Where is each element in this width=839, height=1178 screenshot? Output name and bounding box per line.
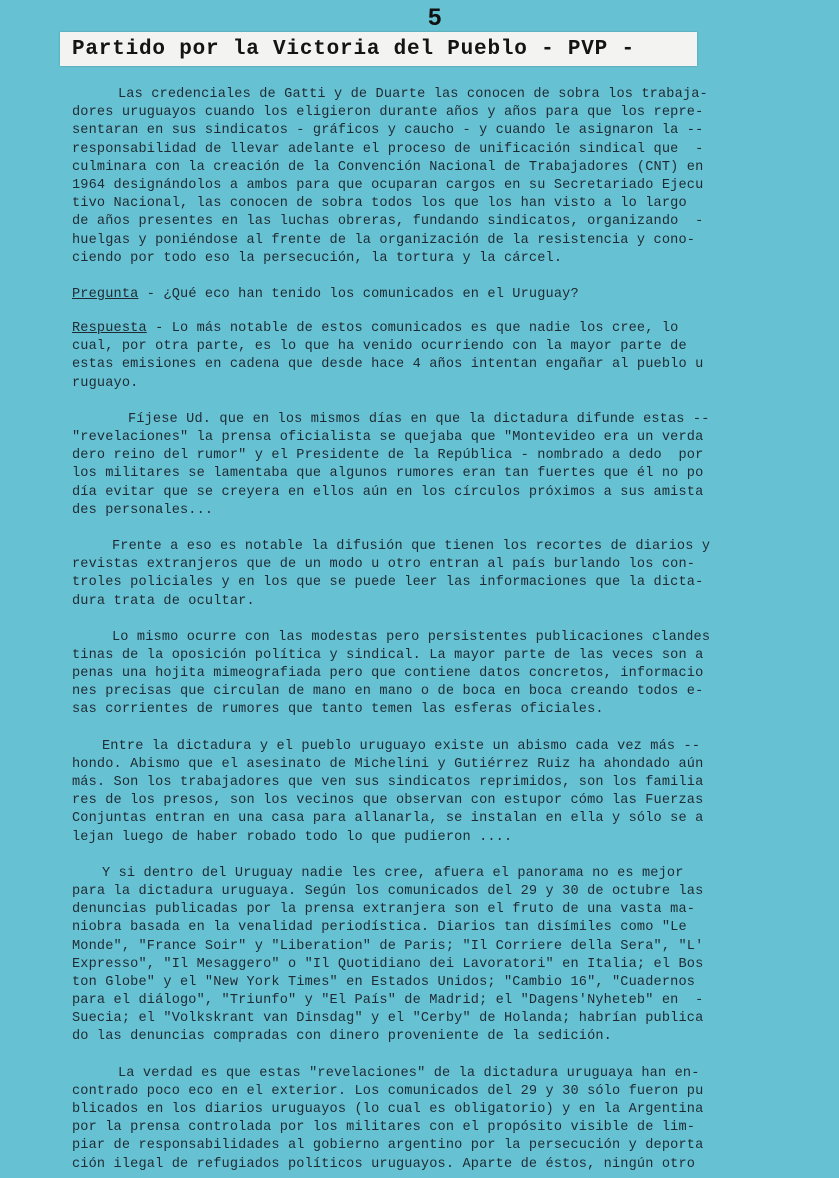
document-body bbox=[72, 86, 792, 1174]
paragraph-foreign-press bbox=[72, 865, 792, 1047]
text-line: ción ilegal de refugiados políticos uruguayos. Aparte de éstos, ningún otro bbox=[72, 1156, 696, 1172]
text-line: res de los presos, son los vecinos que observan con estupor cómo las Fuerzas bbox=[72, 793, 704, 809]
text-line: denuncias publicadas por la prensa extranjera son el fruto de una vasta ma- bbox=[72, 902, 696, 918]
text-line: Lo mismo ocurre con las modestas pero persistentes publicaciones clandes bbox=[112, 629, 711, 645]
text-line: estas emisiones en cadena que desde hace 4 años intentan engañar al pueblo u bbox=[72, 357, 704, 373]
text-line: Suecia; el "Volkskrant van Dinsdag" y el "Cerby" de Holanda; habrían publica bbox=[72, 1011, 704, 1027]
text-line: contrado poco eco en el exterior. Los comunicados del 29 y 30 sólo fueron pu bbox=[72, 1083, 704, 1099]
text-line: dores uruguayos cuando los eligieron durante años y años para que los repre- bbox=[72, 105, 704, 121]
answer-text: - Lo más notable de estos comunicados es que nadie los cree, lo bbox=[146, 321, 679, 337]
text-line: troles policiales y en los que se puede leer las informaciones que la dicta- bbox=[72, 575, 704, 591]
text-line: responsabilidad de llevar adelante el proceso de unificación sindical que - bbox=[72, 141, 704, 157]
text-line: 1964 designándolos a ambos para que ocuparan cargos en su Secretariado Ejecu bbox=[72, 177, 704, 193]
text-line: do las denuncias compradas con dinero proveniente de la sedición. bbox=[72, 1029, 612, 1045]
text-line: para el diálogo", "Triunfo" y "El País" de Madrid; el "Dagens'Nyheteb" en - bbox=[72, 993, 704, 1009]
question-text: - ¿Qué eco han tenido los comunicados en el Uruguay? bbox=[138, 286, 579, 302]
text-line: culminara con la creación de la Convención Nacional de Trabajadores (CNT) en bbox=[72, 159, 704, 175]
text-line: Frente a eso es notable la difusión que tienen los recortes de diarios y bbox=[112, 538, 711, 554]
text-line: des personales... bbox=[72, 502, 214, 518]
text-line: Las credenciales de Gatti y de Duarte las conocen de sobra los trabaja- bbox=[118, 87, 708, 102]
text-line: penas una hojita mimeografiada pero que contiene datos concretos, informacio bbox=[72, 666, 704, 682]
text-line: para la dictadura uruguaya. Según los comunicados del 29 y 30 de octubre las bbox=[72, 883, 704, 899]
text-line: lejan luego de haber robado todo lo que pudieron .... bbox=[72, 829, 513, 845]
text-line: sas corrientes de rumores que tanto temen las esferas oficiales. bbox=[72, 702, 604, 718]
paragraph-answer bbox=[72, 320, 792, 393]
text-line: huelgas y poniéndose al frente de la organización de la resistencia y cono- bbox=[72, 232, 696, 248]
text-line: sentaran en sus sindicatos - gráficos y caucho - y cuando le asignaron la -- bbox=[72, 123, 704, 139]
title-strip bbox=[60, 32, 697, 66]
text-line: ton Globe" y el "New York Times" en Estados Unidos; "Cambio 16", "Cuadernos bbox=[72, 974, 696, 990]
answer-first-line bbox=[72, 320, 792, 338]
text-line: tinas de la oposición política y sindical. La mayor parte de las veces son a bbox=[72, 647, 704, 663]
paragraph-abyss bbox=[72, 738, 792, 847]
paragraph-credentials bbox=[72, 86, 792, 268]
page-number: 5 bbox=[428, 4, 442, 31]
answer-label: Respuesta bbox=[72, 321, 147, 337]
paragraph-clippings bbox=[72, 538, 792, 611]
paragraph-rumors bbox=[72, 411, 792, 520]
text-line: más. Son los trabajadores que ven sus sindicatos reprimidos, son los familia bbox=[72, 775, 704, 790]
text-line: dura trata de ocultar. bbox=[72, 593, 255, 609]
paragraph-clandestine bbox=[72, 629, 792, 720]
document-title: Partido por la Victoria del Pueblo - PVP - bbox=[72, 37, 635, 61]
text-line: por la prensa controlada por los militares con el propósito visible de lim- bbox=[72, 1120, 696, 1136]
text-line: tivo Nacional, las conocen de sobra todos los que los han visto a lo largo bbox=[72, 196, 687, 212]
text-line: La verdad es que estas "revelaciones" de la dictadura uruguaya han en- bbox=[118, 1065, 700, 1081]
text-line: niobra basada en la venalidad periodística. Diarios tan disímiles como "Le bbox=[72, 920, 687, 936]
question-line bbox=[72, 286, 792, 304]
text-line: los militares se lamentaba que algunos rumores eran tan fuertes que él no po bbox=[72, 466, 704, 482]
text-line: "revelaciones" la prensa oficialista se quejaba que "Montevideo era un verda bbox=[72, 430, 704, 445]
text-line: Expresso", "Il Mesaggero" o "Il Quotidiano dei Lavoratori" en Italia; el Bos bbox=[72, 956, 704, 972]
text-line: blicados en los diarios uruguayos (lo cual es obligatorio) y en la Argentina bbox=[72, 1102, 704, 1117]
text-line: ruguayo. bbox=[72, 375, 139, 391]
question-label: Pregunta bbox=[72, 286, 139, 302]
text-line: nes precisas que circulan de mano en mano o de boca en boca creando todos e- bbox=[72, 684, 704, 700]
text-line: Y si dentro del Uruguay nadie les cree, afuera el panorama no es mejor bbox=[102, 865, 684, 881]
text-line: piar de responsabilidades al gobierno argentino por la persecución y deporta bbox=[72, 1138, 704, 1154]
paragraph-truth bbox=[72, 1065, 792, 1174]
text-line: Fíjese Ud. que en los mismos días en que la dictadura difunde estas -- bbox=[128, 411, 710, 427]
text-line: hondo. Abismo que el asesinato de Michelini y Gutiérrez Ruiz ha ahondado aún bbox=[72, 756, 704, 772]
text-line: de años presentes en las luchas obreras, fundando sindicatos, organizando - bbox=[72, 214, 704, 230]
text-line: cual, por otra parte, es lo que ha venido ocurriendo con la mayor parte de bbox=[72, 339, 687, 355]
text-line: dero reino del rumor" y el Presidente de la República - nombrado a dedo por bbox=[72, 448, 704, 464]
text-line: revistas extranjeros que de un modo u otro entran al país burlando los con- bbox=[72, 557, 696, 573]
text-line: Conjuntas entran en una casa para allanarla, se instalan en ella y sólo se a bbox=[72, 811, 704, 827]
text-line: Monde", "France Soir" y "Liberation" de Paris; "Il Corriere della Sera", "L' bbox=[72, 938, 704, 954]
text-line: Entre la dictadura y el pueblo uruguayo existe un abismo cada vez más -- bbox=[102, 738, 701, 754]
text-line: día evitar que se creyera en ellos aún en los círculos próximos a sus amista bbox=[72, 484, 704, 500]
text-line: ciendo por todo eso la persecución, la tortura y la cárcel. bbox=[72, 250, 563, 266]
